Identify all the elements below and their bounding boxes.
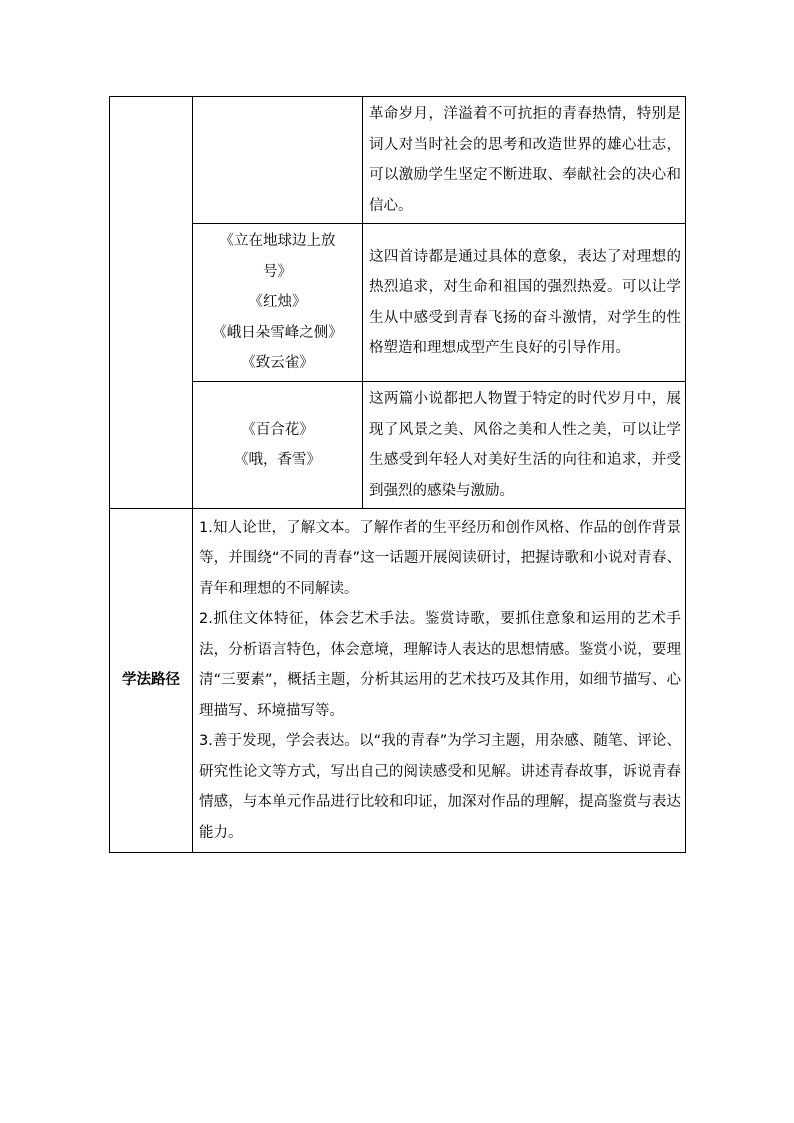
work-description: 这四首诗都是通过具体的意象，表达了对理想的热烈追求，对生命和祖国的强烈热爱。可以让学生从中感受到青春飞扬的奋斗激情，对学生的性格塑造和理想成型产生良好的引导作用。 [369,248,681,356]
method-label-cell [110,509,193,853]
description-cell [363,224,686,382]
table-row [110,224,686,382]
work-title: 《峨日朵雪峰之侧》 [212,324,343,341]
content-table [109,96,686,853]
work-title: 《致云雀》 [241,355,314,372]
method-paragraph: 1.知人论世，了解文本。了解作者的生平经历和创作风格、作品的创作背景等，并围绕“不同的青春”这一话题开展阅读研讨，把握诗歌和小说对青春、青年和理想的不同解读。 [199,519,681,597]
work-titles-cell [193,97,363,224]
work-title: 《红烛》 [248,294,307,311]
work-titles-cell [193,224,363,382]
work-title: 《百合花》 [241,421,314,438]
work-description: 革命岁月，洋溢着不可抗拒的青春热情，特别是词人对当时社会的思考和改造世界的雄心壮志，可以激励学生坚定不断进取、奉献社会的决心和信心。 [369,106,681,214]
method-label: 学法路径 [122,672,180,689]
work-titles-cell [193,382,363,509]
work-title: 《立在地球边上放 [219,233,336,250]
table-row [110,382,686,509]
section-label-cell [110,97,193,509]
description-cell [363,97,686,224]
work-title: 号》 [263,263,292,280]
table-row [110,97,686,224]
work-description: 这两篇小说都把人物置于特定的时代岁月中，展现了风景之美、风俗之美和人性之美，可以让学生感受到年轻人对美好生活的向往和追求，并受到强烈的感染与激励。 [369,391,681,499]
work-title: 《哦，香雪》 [234,452,321,468]
method-paragraph: 3.善于发现，学会表达。以“我的青春”为学习主题，用杂感、随笔、评论、研究性论文等方式，写出自己的阅读感受和见解。讲述青春故事，诉说青春情感，与本单元作品进行比较和印证，加深对作品的理解，提高鉴赏与表达能力。 [199,733,681,841]
table-row [110,509,686,853]
method-content-cell [193,509,686,853]
description-cell [363,382,686,509]
method-paragraph: 2.抓住文体特征，体会艺术手法。鉴赏诗歌，要抓住意象和运用的艺术手法，分析语言特色，体会意境，理解诗人表达的思想情感。鉴赏小说，要理清“三要素”，概括主题，分析其运用的艺术技巧及其作用，如细节描写、心理描写、环境描写等。 [199,611,681,719]
